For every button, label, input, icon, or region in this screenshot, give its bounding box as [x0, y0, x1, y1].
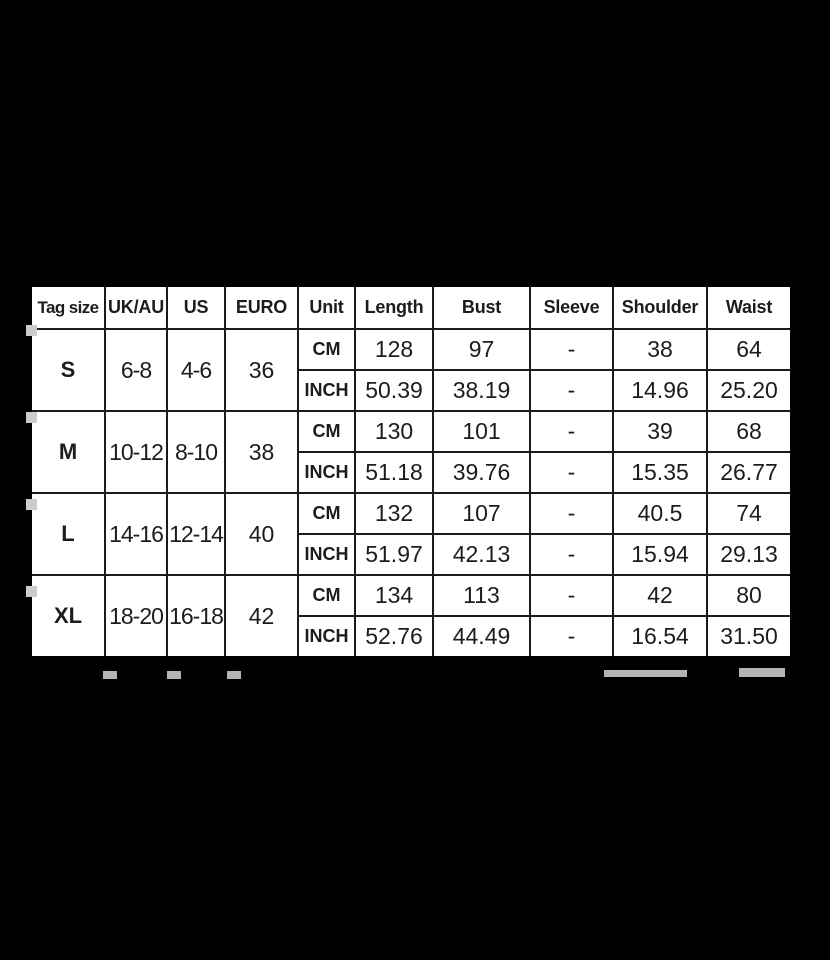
- scan-artifact: [26, 499, 37, 510]
- unit-cell: INCH: [298, 534, 355, 575]
- length-cell: 50.39: [355, 370, 433, 411]
- us-cell: 16-18: [167, 575, 225, 656]
- waist-cell: 29.13: [707, 534, 790, 575]
- sleeve-cell: -: [530, 452, 613, 493]
- unit-cell: CM: [298, 411, 355, 452]
- length-cell: 51.97: [355, 534, 433, 575]
- bust-cell: 107: [433, 493, 530, 534]
- shoulder-cell: 15.94: [613, 534, 707, 575]
- table-row-l-cm: [32, 493, 790, 534]
- shoulder-cell: 16.54: [613, 616, 707, 656]
- length-cell: 51.18: [355, 452, 433, 493]
- scan-artifact: [167, 671, 181, 679]
- table-row-xl-cm: [32, 575, 790, 616]
- bust-cell: 42.13: [433, 534, 530, 575]
- header-length: Length: [355, 287, 433, 329]
- header-us: US: [167, 287, 225, 329]
- unit-cell: CM: [298, 575, 355, 616]
- shoulder-cell: 39: [613, 411, 707, 452]
- header-tag-size: Tag size: [32, 287, 105, 329]
- unit-cell: INCH: [298, 370, 355, 411]
- unit-cell: INCH: [298, 452, 355, 493]
- scan-artifact: [103, 671, 117, 679]
- bust-cell: 97: [433, 329, 530, 370]
- length-cell: 52.76: [355, 616, 433, 656]
- size-tag-cell: L: [32, 493, 105, 575]
- header-row: [32, 287, 790, 329]
- scan-artifact: [26, 325, 37, 336]
- length-cell: 132: [355, 493, 433, 534]
- header-uk-au: UK/AU: [105, 287, 167, 329]
- shoulder-cell: 14.96: [613, 370, 707, 411]
- uk-au-cell: 14-16: [105, 493, 167, 575]
- unit-cell: INCH: [298, 616, 355, 656]
- unit-cell: CM: [298, 329, 355, 370]
- waist-cell: 74: [707, 493, 790, 534]
- header-bust: Bust: [433, 287, 530, 329]
- length-cell: 128: [355, 329, 433, 370]
- shoulder-cell: 38: [613, 329, 707, 370]
- bust-cell: 101: [433, 411, 530, 452]
- scan-artifact: [26, 412, 37, 423]
- table-row-s-cm: [32, 329, 790, 370]
- header-euro: EURO: [225, 287, 298, 329]
- sleeve-cell: -: [530, 616, 613, 656]
- us-cell: 12-14: [167, 493, 225, 575]
- bust-cell: 44.49: [433, 616, 530, 656]
- us-cell: 4-6: [167, 329, 225, 411]
- table-row-m-cm: [32, 411, 790, 452]
- scan-artifact: [26, 586, 37, 597]
- scan-artifact: [227, 671, 241, 679]
- size-chart-table: [32, 287, 790, 656]
- size-tag-cell: M: [32, 411, 105, 493]
- sleeve-cell: -: [530, 575, 613, 616]
- shoulder-cell: 40.5: [613, 493, 707, 534]
- size-chart-container: [32, 287, 790, 656]
- header-shoulder: Shoulder: [613, 287, 707, 329]
- header-waist: Waist: [707, 287, 790, 329]
- waist-cell: 68: [707, 411, 790, 452]
- sleeve-cell: -: [530, 411, 613, 452]
- uk-au-cell: 6-8: [105, 329, 167, 411]
- shoulder-cell: 42: [613, 575, 707, 616]
- length-cell: 130: [355, 411, 433, 452]
- scan-artifact: [604, 670, 687, 677]
- sleeve-cell: -: [530, 534, 613, 575]
- euro-cell: 42: [225, 575, 298, 656]
- bust-cell: 38.19: [433, 370, 530, 411]
- uk-au-cell: 18-20: [105, 575, 167, 656]
- euro-cell: 40: [225, 493, 298, 575]
- shoulder-cell: 15.35: [613, 452, 707, 493]
- waist-cell: 64: [707, 329, 790, 370]
- scan-artifact: [739, 668, 785, 677]
- sleeve-cell: -: [530, 493, 613, 534]
- sleeve-cell: -: [530, 370, 613, 411]
- us-cell: 8-10: [167, 411, 225, 493]
- waist-cell: 31.50: [707, 616, 790, 656]
- bust-cell: 39.76: [433, 452, 530, 493]
- uk-au-cell: 10-12: [105, 411, 167, 493]
- waist-cell: 80: [707, 575, 790, 616]
- euro-cell: 38: [225, 411, 298, 493]
- waist-cell: 25.20: [707, 370, 790, 411]
- length-cell: 134: [355, 575, 433, 616]
- header-unit: Unit: [298, 287, 355, 329]
- sleeve-cell: -: [530, 329, 613, 370]
- euro-cell: 36: [225, 329, 298, 411]
- size-tag-cell: S: [32, 329, 105, 411]
- unit-cell: CM: [298, 493, 355, 534]
- bust-cell: 113: [433, 575, 530, 616]
- size-tag-cell: XL: [32, 575, 105, 656]
- header-sleeve: Sleeve: [530, 287, 613, 329]
- waist-cell: 26.77: [707, 452, 790, 493]
